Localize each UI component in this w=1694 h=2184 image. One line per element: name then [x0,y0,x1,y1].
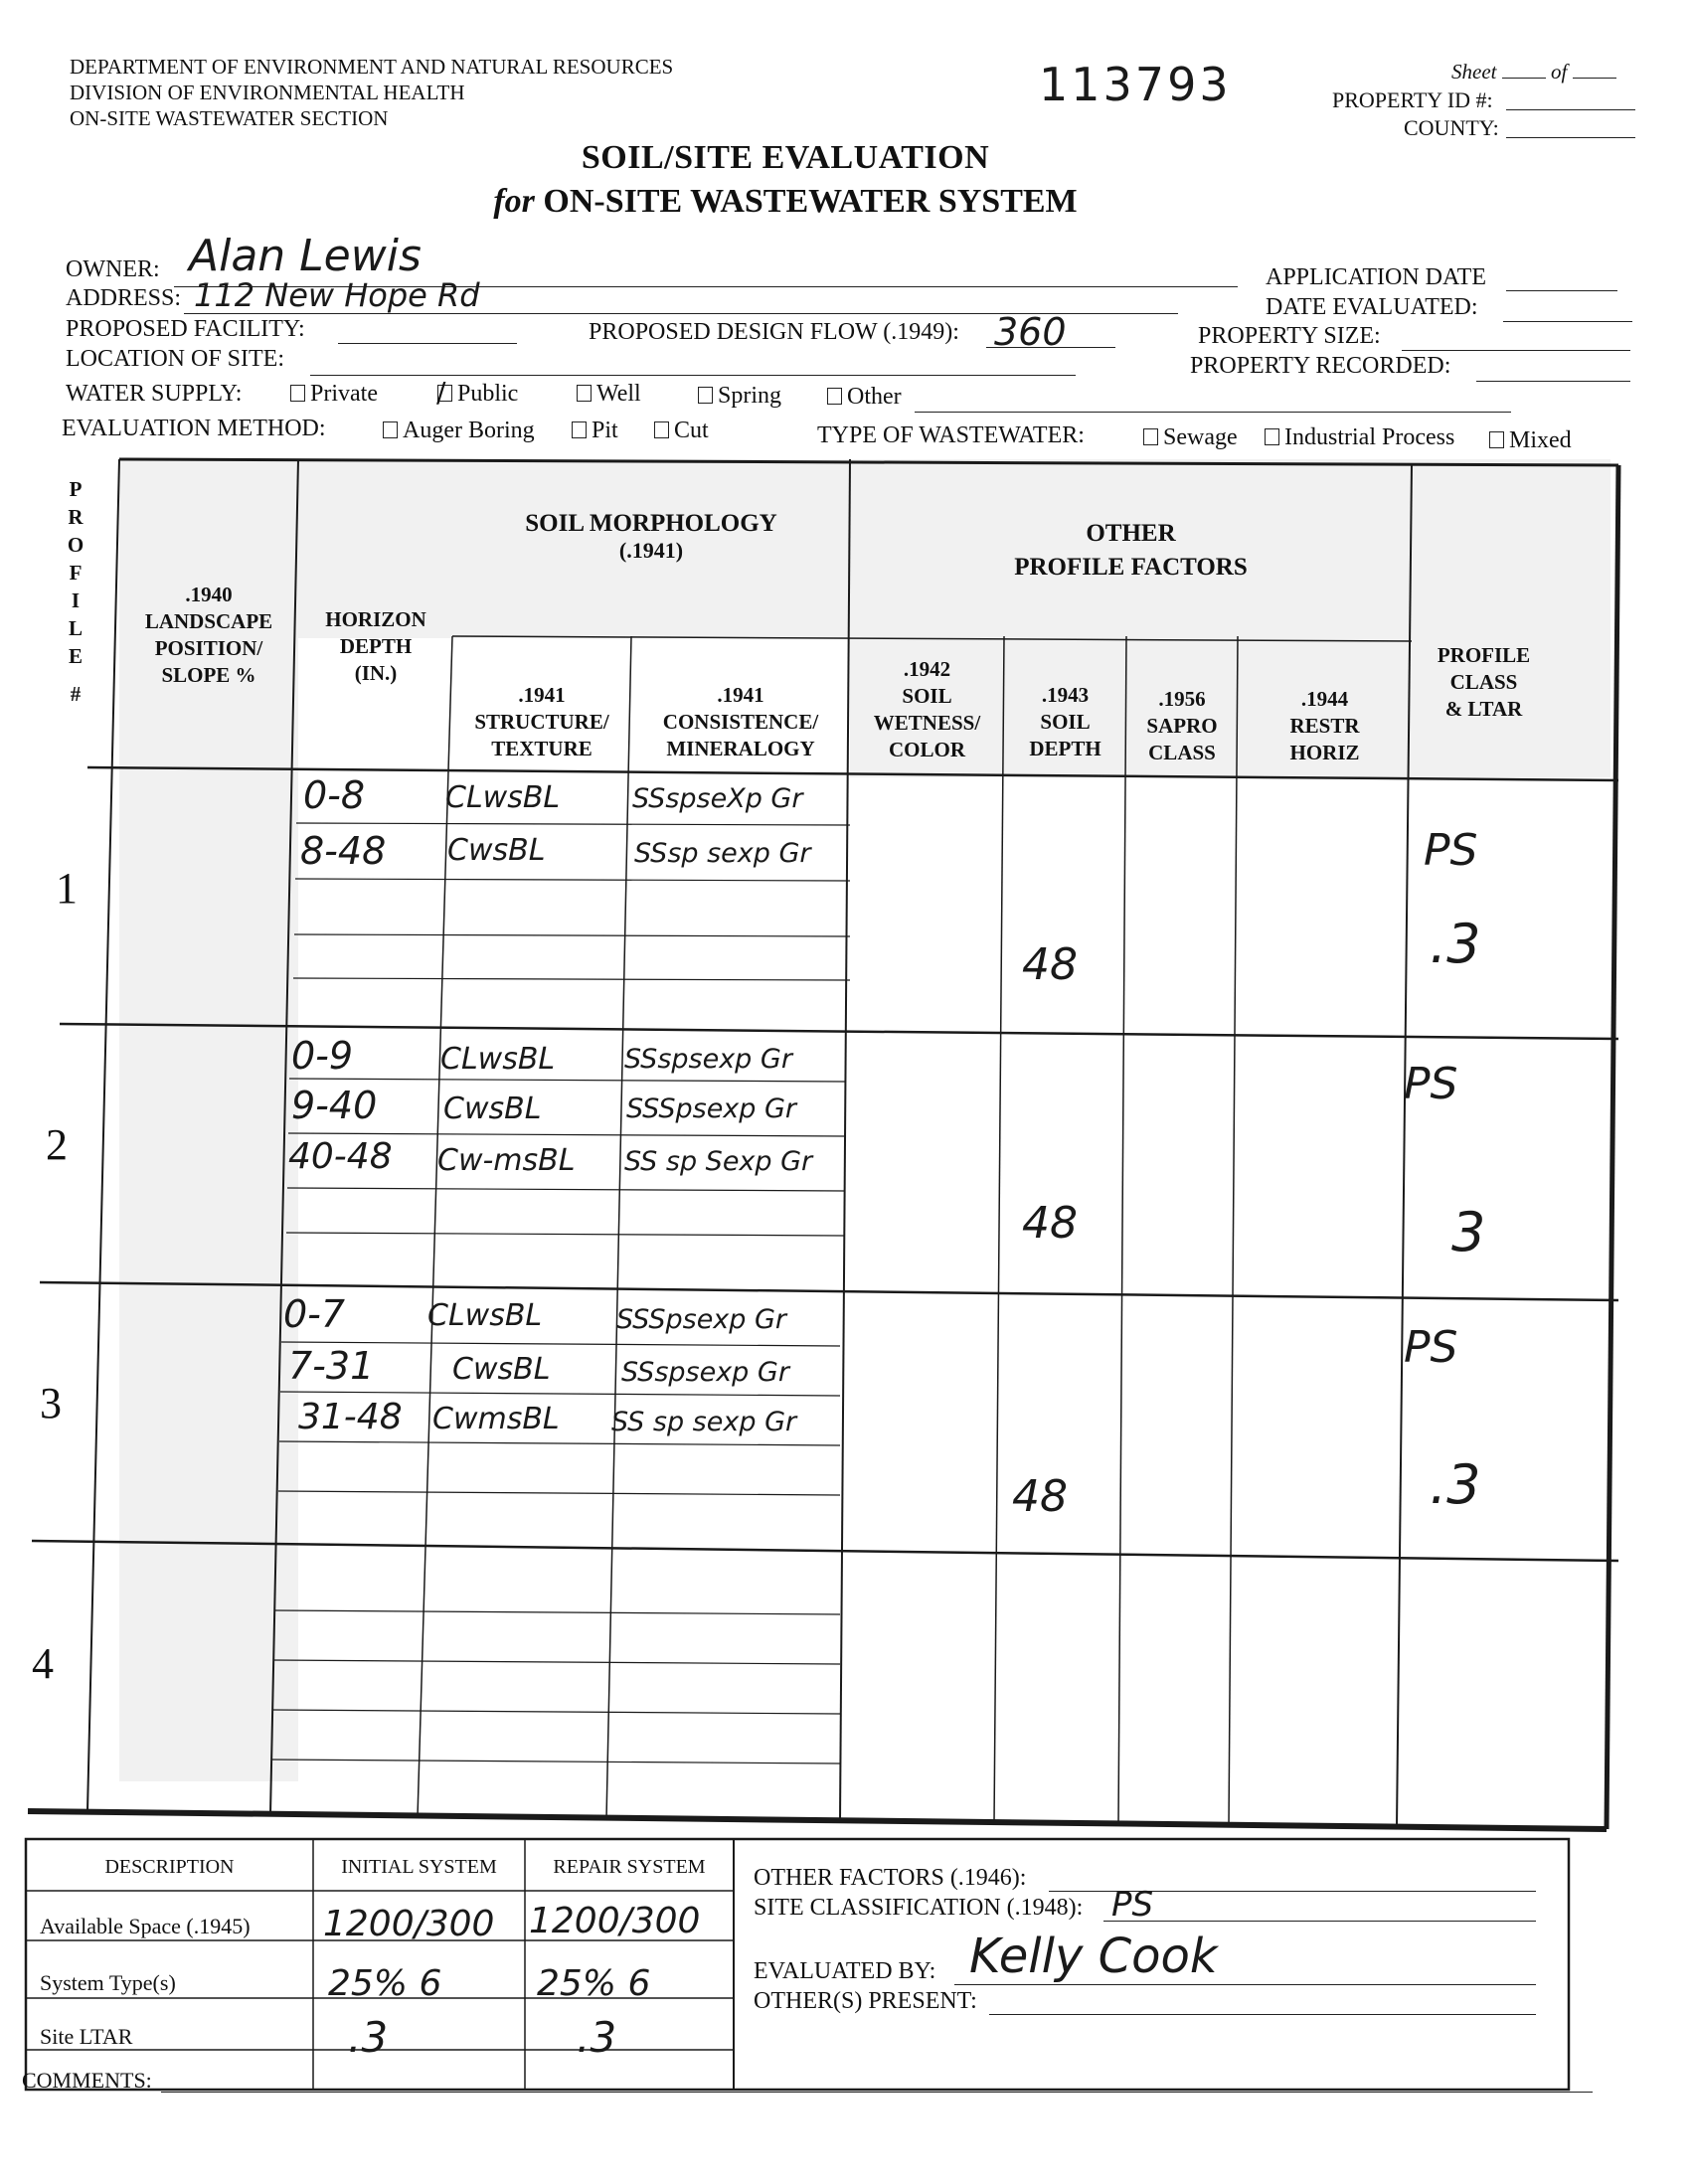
p2-structure-2: CwsBL [443,1092,542,1126]
p2-consistence-1: SSspsexp Gr [624,1044,792,1075]
p1-structure-2: CwsBL [447,833,546,868]
site-ltar-label: Site LTAR [40,2024,133,2049]
dept-line-1: DEPARTMENT OF ENVIRONMENT AND NATURAL RESOURCES [70,55,674,79]
application-date-label: APPLICATION DATE [1266,264,1486,290]
col-restr: .1944 RESTR HORIZ [1289,687,1360,764]
p3-ltar: .3 [1430,1453,1481,1516]
group-morphology-title: SOIL MORPHOLOGY [525,510,777,537]
available-space-repair: 1200/300 [529,1901,701,1941]
profile-letter: O [67,533,85,557]
property-id-label: PROPERTY ID #: [1332,87,1493,112]
bottom-col-initial: INITIAL SYSTEM [341,1856,497,1878]
others-present-field[interactable] [989,2014,1536,2015]
p3-depth-3: 31-48 [298,1397,403,1437]
p3-depth-1: 0-7 [283,1292,346,1336]
available-space-initial: 1200/300 [323,1904,495,1944]
system-type-initial: 25% 6 [328,1963,442,2004]
p1-ltar: .3 [1430,913,1481,975]
address-label: ADDRESS: [66,285,182,311]
p2-consistence-2: SSSpsexp Gr [626,1093,797,1124]
col-wetness: .1942 SOIL WETNESS/ COLOR [873,657,981,761]
evaluated-by-signature: Kelly Cook [969,1929,1218,1984]
group-soil-morphology [452,510,850,564]
p1-depth-2: 8-48 [300,829,387,873]
p3-consistence-3: SS sp sexp Gr [611,1407,797,1437]
evaluation-method-label: EVALUATION METHOD: [62,416,326,441]
water-private-label: Private [310,381,378,407]
p2-depth-1: 0-9 [291,1034,354,1078]
p2-ltar: 3 [1451,1201,1486,1263]
profile-number-1: 1 [56,864,78,913]
site-classification-field[interactable] [1103,1921,1536,1922]
design-flow-value[interactable]: 360 [994,310,1067,354]
profile-letter: # [70,682,82,706]
col-horizon-depth: HORIZON DEPTH (IN.) [325,607,426,685]
evaluated-by-label: EVALUATED BY: [754,1958,936,1984]
p1-soil-depth: 48 [1022,939,1078,990]
water-well-label: Well [596,381,641,407]
owner-label: OWNER: [66,256,160,282]
profile-letter: P [69,477,83,501]
p3-consistence-1: SSSpsexp Gr [616,1304,787,1335]
auger-boring-label: Auger Boring [403,418,535,443]
p3-structure-2: CwsBL [452,1352,551,1387]
subtitle-text: ON-SITE WASTEWATER SYSTEM [543,183,1078,220]
of-label: of [1550,60,1568,84]
address-value[interactable]: 112 New Hope Rd [194,276,480,314]
profile-number-3: 3 [40,1379,62,1428]
mixed-label: Mixed [1509,427,1572,453]
form-title: SOIL/SITE EVALUATION [581,139,990,176]
site-ltar-repair: .3 [577,2013,617,2062]
water-public-label: Public [457,381,519,407]
others-present-label: OTHER(S) PRESENT: [754,1988,977,2014]
system-type-repair: 25% 6 [537,1963,651,2004]
profile-letter: I [71,588,81,612]
site-classification-label: SITE CLASSIFICATION (.1948): [754,1895,1084,1921]
site-classification-value: PS [1111,1885,1154,1925]
col-profile-class: PROFILE CLASS & LTAR [1437,643,1531,721]
profile-letter: R [68,505,84,529]
profile-letter: E [68,644,83,668]
p3-structure-3: CwmsBL [432,1402,560,1436]
p2-structure-1: CLwsBL [440,1042,556,1077]
system-type-label: System Type(s) [40,1970,176,1995]
facility-label: PROPOSED FACILITY: [66,316,305,342]
p3-soil-depth: 48 [1012,1471,1068,1522]
profile-letter: L [68,616,83,640]
p2-structure-3: Cw-msBL [437,1143,576,1178]
dept-line-3: ON-SITE WASTEWATER SECTION [70,106,389,130]
profile-vertical-label [64,475,87,708]
col-structure: .1941 STRUCTURE/ TEXTURE [474,683,609,760]
site-ltar-initial: .3 [348,2013,389,2062]
comments-label: COMMENTS: [22,2068,152,2093]
col-soil-depth: .1943 SOIL DEPTH [1029,683,1101,760]
industrial-label: Industrial Process [1284,424,1455,450]
col-consistence: .1941 CONSISTENCE/ MINERALOGY [662,683,819,760]
owner-value[interactable]: Alan Lewis [189,231,422,281]
sheet-label: Sheet [1451,60,1497,84]
col-landscape: .1940 LANDSCAPE POSITION/ SLOPE % [144,583,273,687]
p2-depth-3: 40-48 [288,1136,393,1177]
other-factors-label: OTHER FACTORS (.1946): [754,1865,1027,1891]
p1-consistence-2: SSsp sexp Gr [634,838,811,869]
location-label: LOCATION OF SITE: [66,346,284,372]
group-morphology-sub: (.1941) [618,538,684,563]
pit-label: Pit [592,418,618,443]
handwritten-id: 113793 [1039,58,1232,111]
bottom-col-description: DESCRIPTION [104,1856,235,1878]
design-flow-label: PROPOSED DESIGN FLOW (.1949): [589,319,959,345]
property-size-label: PROPERTY SIZE: [1198,323,1381,349]
water-supply-label: WATER SUPPLY: [66,381,243,407]
dept-line-2: DIVISION OF ENVIRONMENTAL HEALTH [70,81,465,104]
col-sapro: .1956 SAPRO CLASS [1146,687,1218,764]
p3-depth-2: 7-31 [288,1344,375,1388]
p1-depth-1: 0-8 [303,773,366,817]
cut-label: Cut [674,418,709,443]
wastewater-label: TYPE OF WASTEWATER: [817,422,1085,448]
comments-field[interactable] [161,2092,1593,2093]
sewage-label: Sewage [1163,424,1238,450]
p2-depth-2: 9-40 [291,1084,378,1127]
county-label: COUNTY: [1404,115,1499,140]
p1-structure-1: CLwsBL [445,780,561,815]
profile-letter: F [69,561,83,585]
p2-soil-depth: 48 [1022,1198,1078,1249]
p1-class: PS [1424,825,1478,876]
group-other-profile-factors: OTHER PROFILE FACTORS [1014,520,1248,581]
p3-consistence-2: SSspsexp Gr [621,1357,789,1388]
date-evaluated-label: DATE EVALUATED: [1266,294,1478,320]
evaluated-by-field[interactable] [954,1984,1536,1985]
profile-number-4: 4 [32,1639,54,1688]
profile-number-2: 2 [46,1120,68,1169]
water-other-label: Other [847,384,902,410]
water-public-checkbox[interactable]: / Public [436,376,519,409]
subtitle-for: for [493,183,535,220]
p3-class: PS [1404,1322,1458,1373]
p3-structure-1: CLwsBL [427,1298,543,1333]
bottom-col-repair: REPAIR SYSTEM [553,1856,706,1878]
p1-consistence-1: SSspseXp Gr [632,783,803,814]
water-spring-label: Spring [718,383,782,409]
p2-class: PS [1404,1059,1458,1109]
property-recorded-label: PROPERTY RECORDED: [1190,353,1451,379]
p2-consistence-3: SS sp Sexp Gr [624,1146,813,1177]
available-space-label: Available Space (.1945) [40,1914,251,1938]
